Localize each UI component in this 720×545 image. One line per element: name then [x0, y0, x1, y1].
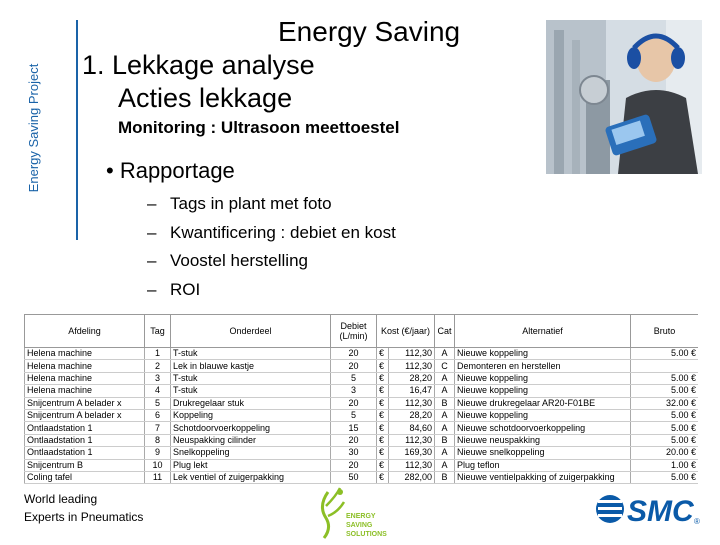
table-cell: 28,20: [389, 372, 435, 384]
table-cell: 6: [145, 409, 171, 421]
table-cell: Demonteren en herstellen: [455, 360, 631, 372]
table-cell: 112,30: [389, 434, 435, 446]
table-cell: 10: [145, 459, 171, 471]
table-cell: Plug lekt: [171, 459, 331, 471]
table-cell: 5.00 €: [631, 471, 699, 483]
table-cell: Ontlaadstation 1: [25, 447, 145, 459]
table-row: [25, 348, 699, 360]
bullet-rapportage: • Rapportage: [106, 158, 235, 183]
table-header-row: [25, 315, 699, 348]
table-cell: Coling tafel: [25, 471, 145, 483]
table-cell: A: [435, 409, 455, 421]
table-cell: Nieuwe koppeling: [455, 348, 631, 360]
table-cell: 112,30: [389, 459, 435, 471]
table-cell: 32.00 €: [631, 397, 699, 409]
table-cell: Nieuwe koppeling: [455, 409, 631, 421]
table-cell: 112,30: [389, 348, 435, 360]
table-cell: 4: [145, 385, 171, 397]
list-item: – Kwantificering : debiet en kost: [147, 222, 396, 242]
table-row: [25, 422, 699, 434]
leak-table: [24, 314, 698, 490]
table-cell: Helena machine: [25, 348, 145, 360]
table-cell: €: [377, 397, 389, 409]
table-cell: 20: [331, 397, 377, 409]
table-cell: 5.00 €: [631, 409, 699, 421]
table-cell: T-stuk: [171, 385, 331, 397]
table-cell: 20: [331, 360, 377, 372]
table-cell: Nieuwe koppeling: [455, 372, 631, 384]
table-cell: Lek in blauwe kastje: [171, 360, 331, 372]
table-cell: Ontlaadstation 1: [25, 422, 145, 434]
svg-text:ENERGY: ENERGY: [346, 513, 376, 520]
smc-logo: [592, 490, 702, 528]
table-cell: B: [435, 434, 455, 446]
page-title: Energy Saving: [278, 16, 461, 47]
energy-saving-solutions-logo: [314, 486, 404, 540]
table-row: [25, 409, 699, 421]
table-cell: Snijcentrum B: [25, 459, 145, 471]
table-cell: 112,30: [389, 397, 435, 409]
table-cell: 3: [331, 385, 377, 397]
table-row: [25, 434, 699, 446]
table-cell: Nieuwe snelkoppeling: [455, 447, 631, 459]
dash-list: [147, 190, 396, 304]
table-cell: 1: [145, 348, 171, 360]
table-cell: 5: [331, 409, 377, 421]
table-cell: Ontlaadstation 1: [25, 434, 145, 446]
table-cell: T-stuk: [171, 348, 331, 360]
subheading: Monitoring : Ultrasoon meettoestel: [118, 118, 400, 137]
table-cell: 112,30: [389, 360, 435, 372]
table-cell: [631, 360, 699, 372]
table-cell: €: [377, 459, 389, 471]
table-cell: Nieuwe koppeling: [455, 385, 631, 397]
table-row: [25, 447, 699, 459]
table-cell: B: [435, 471, 455, 483]
table-cell: A: [435, 348, 455, 360]
svg-text:SMC: SMC: [627, 495, 694, 528]
list-item: – Tags in plant met foto: [147, 194, 332, 213]
table-cell: 28,20: [389, 409, 435, 421]
table-cell: 5: [145, 397, 171, 409]
table-cell: A: [435, 372, 455, 384]
table-row: [25, 459, 699, 471]
table-cell: 20: [331, 348, 377, 360]
table-cell: Plug teflon: [455, 459, 631, 471]
table-row: [25, 471, 699, 483]
col-onderdeel: Onderdeel: [171, 315, 331, 348]
table-cell: 20: [331, 434, 377, 446]
table-cell: 1.00 €: [631, 459, 699, 471]
table-cell: A: [435, 447, 455, 459]
table-cell: 9: [145, 447, 171, 459]
table-cell: Lek ventiel of zuigerpakking: [171, 471, 331, 483]
table-cell: €: [377, 409, 389, 421]
table-row: [25, 397, 699, 409]
table-cell: Nieuwe ventielpakking of zuigerpakking: [455, 471, 631, 483]
table-cell: Helena machine: [25, 385, 145, 397]
table-cell: 20.00 €: [631, 447, 699, 459]
table-cell: €: [377, 348, 389, 360]
col-bruto: Bruto: [631, 315, 699, 348]
col-afdeling: Afdeling: [25, 315, 145, 348]
heading-2: Acties lekkage: [118, 83, 293, 113]
table-cell: 5: [331, 372, 377, 384]
table-cell: €: [377, 422, 389, 434]
table-cell: €: [377, 372, 389, 384]
col-cat: Cat: [435, 315, 455, 348]
table-cell: Snelkoppeling: [171, 447, 331, 459]
table-cell: €: [377, 471, 389, 483]
table-cell: 30: [331, 447, 377, 459]
table-cell: 5.00 €: [631, 422, 699, 434]
table-cell: Koppeling: [171, 409, 331, 421]
list-item: – Voostel herstelling: [147, 251, 308, 270]
table-cell: B: [435, 397, 455, 409]
col-tag: Tag: [145, 315, 171, 348]
svg-text:®: ®: [694, 517, 700, 526]
table-cell: €: [377, 447, 389, 459]
table-cell: Helena machine: [25, 372, 145, 384]
table-cell: T-stuk: [171, 372, 331, 384]
table-cell: 5.00 €: [631, 372, 699, 384]
table-cell: €: [377, 360, 389, 372]
table-cell: A: [435, 385, 455, 397]
table-cell: 50: [331, 471, 377, 483]
table-cell: 282,00: [389, 471, 435, 483]
table-cell: €: [377, 385, 389, 397]
list-item: – ROI: [147, 279, 201, 299]
col-alternatief: Alternatief: [455, 315, 631, 348]
table-cell: C: [435, 360, 455, 372]
table-cell: A: [435, 459, 455, 471]
table-cell: 5.00 €: [631, 348, 699, 360]
table-row: [25, 385, 699, 397]
table-cell: 5.00 €: [631, 434, 699, 446]
table-cell: 2: [145, 360, 171, 372]
table-cell: 20: [331, 459, 377, 471]
footer-tagline: World leading Experts in Pneumatics: [24, 490, 151, 526]
table-cell: 5.00 €: [631, 385, 699, 397]
table-cell: Schotdoorvoerkoppeling: [171, 422, 331, 434]
table-cell: 7: [145, 422, 171, 434]
heading-1: 1. Lekkage analyse: [82, 50, 315, 80]
table-cell: 3: [145, 372, 171, 384]
table-cell: Drukregelaar stuk: [171, 397, 331, 409]
svg-text:SAVING: SAVING: [346, 522, 373, 529]
table-cell: A: [435, 422, 455, 434]
table-cell: Neuspakking cilinder: [171, 434, 331, 446]
table-cell: Helena machine: [25, 360, 145, 372]
technician-photo: [546, 20, 702, 174]
table-cell: Snijcentrum A belader x: [25, 397, 145, 409]
table-row: [25, 360, 699, 372]
table-cell: 169,30: [389, 447, 435, 459]
table-row: [25, 372, 699, 384]
table-cell: 11: [145, 471, 171, 483]
table-cell: 16,47: [389, 385, 435, 397]
sidebar-label: Energy Saving Project: [26, 63, 41, 193]
col-debiet: Debiet (L/min): [331, 315, 377, 348]
col-kost: Kost (€/jaar): [377, 315, 435, 348]
table-cell: €: [377, 434, 389, 446]
table-cell: Snijcentrum A belader x: [25, 409, 145, 421]
svg-text:SOLUTIONS: SOLUTIONS: [346, 531, 387, 538]
table-cell: Nieuwe schotdoorvoerkoppeling: [455, 422, 631, 434]
table-cell: 84,60: [389, 422, 435, 434]
table-cell: 15: [331, 422, 377, 434]
table-cell: 8: [145, 434, 171, 446]
table-cell: Nieuwe drukregelaar AR20-F01BE: [455, 397, 631, 409]
table-cell: Nieuwe neuspakking: [455, 434, 631, 446]
